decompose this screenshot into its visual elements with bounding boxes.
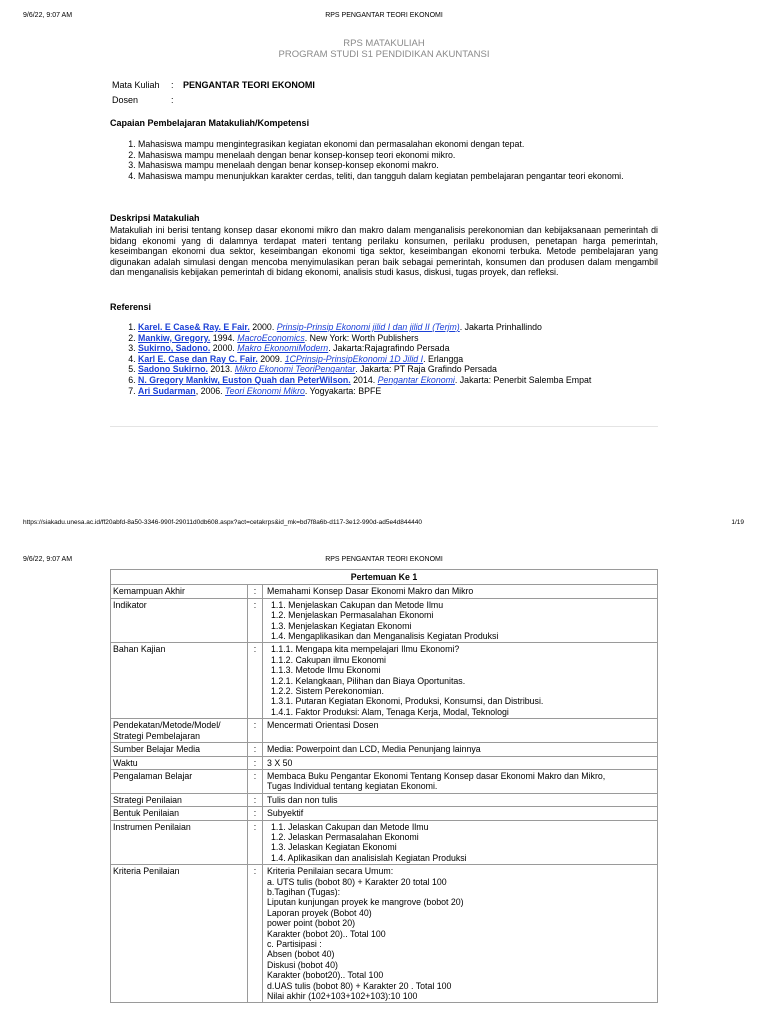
row-colon: : <box>248 820 263 865</box>
reference-publisher: . Jakarta: Penerbit Salemba Empat <box>454 374 592 385</box>
row-label: Indikator <box>111 598 248 643</box>
table-row <box>111 865 658 1003</box>
list-item: 4. Mahasiswa mampu menunjukkan karakter cerdas, teliti, dan tangguh dalam kegiatan pembelajaran pengantar teori ekonomi. <box>138 171 686 182</box>
dosen-row <box>112 95 183 105</box>
row-value <box>263 865 658 1003</box>
row-value-line: power point (bobot 20) <box>267 918 356 929</box>
reference-publisher: . Erlangga <box>423 353 464 364</box>
row-value-line: Mencermati Orientasi Dosen <box>267 720 379 731</box>
reference-author-link[interactable]: Ari Sudarman <box>138 385 196 396</box>
row-colon: : <box>248 769 263 793</box>
print-header <box>0 556 768 570</box>
row-colon: : <box>248 643 263 719</box>
row-value-line: 1.1.1. Mengapa kita mempelajari Ilmu Ekonomi? <box>271 644 460 655</box>
reference-author-link[interactable]: Karel. E Case& Ray. E Fair. <box>138 322 250 332</box>
reference-author-link[interactable]: Sadono Sukirno. <box>138 364 208 375</box>
row-value-line: 3 X 50 <box>267 757 293 768</box>
row-value-line: Kriteria Penilaian secara Umum: <box>267 866 394 877</box>
reference-item <box>138 343 686 354</box>
row-label: Instrumen Penilaian <box>111 820 248 865</box>
row-label: Sumber Belajar Media <box>111 743 248 756</box>
table-row <box>111 643 658 719</box>
table-row <box>111 793 658 806</box>
row-value-line: 1.4. Mengaplikasikan dan Menganalisis Kegiatan Produksi <box>271 631 499 642</box>
reference-book-link[interactable]: Pengantar Ekonomi <box>377 374 455 385</box>
row-colon: : <box>248 598 263 643</box>
row-label: Pengalaman Belajar <box>111 769 248 793</box>
list-item: 3. Mahasiswa mampu menelaah dengan benar konsep-konsep ekonomi makro. <box>138 160 686 171</box>
doc-title: RPS MATAKULIAH <box>343 38 425 49</box>
mata-kuliah-value: PENGANTAR TEORI EKONOMI <box>183 80 315 90</box>
row-value-line: Liputan kunjungan proyek ke mangrove (bobot 20) <box>267 897 464 908</box>
reference-item <box>138 333 686 344</box>
reference-item <box>138 375 686 386</box>
row-value-line: Karakter (bobot 20).. Total 100 <box>267 928 386 939</box>
reference-book-link[interactable]: Makro EkonomiModern <box>237 343 329 354</box>
table-row <box>111 585 658 598</box>
row-colon: : <box>248 807 263 820</box>
colon: : <box>171 95 174 105</box>
table-row <box>111 807 658 820</box>
row-label: Pendekatan/Metode/Model/ Strategi Pembelajaran <box>111 719 248 743</box>
document-heading <box>0 38 768 60</box>
row-value-line: Laporan proyek (Bobot 40) <box>267 907 372 918</box>
footer-page-number: 1/19 <box>731 519 744 526</box>
row-value-line: Subyektif <box>267 808 304 819</box>
table-row <box>111 598 658 643</box>
reference-publisher: . Jakarta: PT Raja Grafindo Persada <box>355 364 497 375</box>
row-value-line: 1.2.2. Sistem Perekonomian. <box>271 686 384 697</box>
row-value-line: Media: Powerpoint dan LCD, Media Penunjang lainnya <box>267 744 481 755</box>
ref-title: Referensi <box>110 302 152 312</box>
row-colon: : <box>248 743 263 756</box>
row-value-line: Membaca Buku Pengantar Ekonomi Tentang Konsep dasar Ekonomi Makro dan Mikro, <box>267 770 606 781</box>
reference-item <box>138 386 686 397</box>
row-value <box>263 585 658 598</box>
table-row <box>111 743 658 756</box>
row-label: Kemampuan Akhir <box>111 585 248 598</box>
desc-title: Deskripsi Matakuliah <box>110 213 200 223</box>
print-title: RPS PENGANTAR TEORI EKONOMI <box>325 12 443 19</box>
row-value-line: 1.3. Jelaskan Kegiatan Ekonomi <box>271 842 397 853</box>
row-label: Waktu <box>111 756 248 769</box>
row-value-line: Tugas Individual tentang kegiatan Ekonomi. <box>267 781 438 792</box>
reference-list <box>110 322 686 396</box>
reference-publisher: . Jakarta:Rajagrafindo Persada <box>328 343 450 354</box>
list-item: 2. Mahasiswa mampu menelaah dengan benar konsep-konsep teori ekonomi mikro. <box>138 150 686 161</box>
table-row <box>111 820 658 865</box>
row-value-line: 1.4.1. Faktor Produksi: Alam, Tenaga Kerja, Modal, Teknologi <box>271 706 509 717</box>
reference-item <box>138 322 686 333</box>
row-value-line: Diskusi (bobot 40) <box>267 959 338 970</box>
reference-book-link[interactable]: Teori Ekonomi Mikro <box>225 385 305 396</box>
reference-year: 2014. <box>350 374 378 385</box>
divider <box>110 426 658 427</box>
row-label: Strategi Penilaian <box>111 793 248 806</box>
reference-author-link[interactable]: N. Gregory Mankiw, Euston Quah dan PeterWilson. <box>138 374 351 385</box>
reference-year: , 2006. <box>195 385 226 396</box>
reference-book-link[interactable]: MacroEconomics <box>237 332 305 343</box>
reference-publisher: . Jakarta Prinhallindo <box>459 322 542 332</box>
row-value <box>263 643 658 719</box>
reference-author-link[interactable]: Sukirno, Sadono. <box>138 343 211 354</box>
list-item: 1. Mahasiswa mampu mengintegrasikan kegiatan ekonomi dan permasalahan ekonomi dengan tepat. <box>138 139 686 150</box>
row-value-line: 1.4. Aplikasikan dan analisislah Kegiatan Produksi <box>271 852 467 863</box>
row-value-line: a. UTS tulis (bobot 80) + Karakter 20 total 100 <box>267 876 447 887</box>
table-row <box>111 769 658 793</box>
mata-kuliah-label: Mata Kuliah <box>112 80 160 90</box>
reference-publisher: . Yogyakarta: BPFE <box>304 385 382 396</box>
meeting-table <box>110 569 658 1003</box>
print-date: 9/6/22, 9:07 AM <box>23 12 73 19</box>
reference-item <box>138 364 686 375</box>
reference-author-link[interactable]: Mankiw, Gregory. <box>138 332 211 343</box>
row-value-line: d.UAS tulis (bobot 80) + Karakter 20 . Total 100 <box>267 980 452 991</box>
row-value <box>263 598 658 643</box>
row-value-line: 1.3. Menjelaskan Kegiatan Ekonomi <box>271 620 412 631</box>
row-colon: : <box>248 756 263 769</box>
reference-year: 2009. <box>257 353 285 364</box>
cpmk-title: Capaian Pembelajaran Matakuliah/Kompetensi <box>110 118 310 128</box>
reference-author-link[interactable]: Karl E. Case dan Ray C. Fair. <box>138 353 258 364</box>
row-value-line: Memahami Konsep Dasar Ekonomi Makro dan Mikro <box>267 586 474 597</box>
row-value-line: c. Partisipasi : <box>267 939 322 949</box>
row-colon: : <box>248 719 263 743</box>
reference-year: 2000. <box>210 343 238 354</box>
row-value-line: b.Tagihan (Tugas): <box>267 886 341 897</box>
footer-url: https://siakadu.unesa.ac.id/ff20abfd-8a50-3346-990f-29011d0db608.aspx?act=cetakrps&id_mk=bd7f8a6b-d117-3e12-990d-ad5e4d844440 <box>23 519 422 526</box>
row-value <box>263 820 658 865</box>
row-value-line: 1.2. Jelaskan Permasalahan Ekonomi <box>271 831 419 842</box>
row-colon: : <box>248 585 263 598</box>
reference-book-link[interactable]: Prinsip-Prinsip Ekonomi jilid I dan jilid II (Terjm) <box>276 322 460 332</box>
row-value-line: 1.1. Jelaskan Cakupan dan Metode Ilmu <box>271 821 429 832</box>
print-title: RPS PENGANTAR TEORI EKONOMI <box>325 556 443 563</box>
reference-year: 2013. <box>207 364 235 375</box>
row-label: Kriteria Penilaian <box>111 865 248 1003</box>
row-value-line: Nilai akhir (102+103+102+103):10 100 <box>267 991 418 1002</box>
reference-book-link[interactable]: Mikro Ekonomi TeoriPengantar <box>234 364 356 375</box>
row-value <box>263 769 658 793</box>
row-value-line: Tulis dan non tulis <box>267 794 338 805</box>
row-value <box>263 743 658 756</box>
row-value <box>263 793 658 806</box>
row-value-line: 1.1. Menjelaskan Cakupan dan Metode Ilmu <box>271 599 444 610</box>
print-header <box>0 12 768 26</box>
cpmk-list <box>110 139 686 181</box>
row-value-line: 1.1.2. Cakupan ilmu Ekonomi <box>271 654 386 665</box>
row-colon: : <box>248 865 263 1003</box>
row-value <box>263 719 658 743</box>
row-value-line: 1.2.1. Kelangkaan, Pilihan dan Biaya Oportunitas. <box>271 675 466 686</box>
row-value-line: 1.2. Menjelaskan Permasalahan Ekonomi <box>271 610 434 621</box>
mata-kuliah-row <box>112 80 315 90</box>
desc-text: Matakuliah ini berisi tentang konsep dasar ekonomi mikro dan makro dalam menganalisis perekonomian dan kebijaksanaan pemerintah di bidang ekonomi yang di dalamnya terdapat materi tentang perilaku konsumen, perilaku produsen, penetapan harga pemerintah, keseimbangan ekonomi dua sektor, keseimbangan ekonomi tiga sektor, keseimbangan ekonomi terbuka. Metode pembelajaran yang digunakan adalah simulasi dengan mencoba menyimulasikan peran baik sebagai pemerintah, konsumen dan produsen dalam mengambil dan menganalisis kebijakan pemerintah di bidang ekonomi, analisis studi kasus, diskusi, tugas proyek, dan refleksi. <box>110 225 658 278</box>
table-row <box>111 719 658 743</box>
dosen-label: Dosen <box>112 95 139 105</box>
doc-subtitle: PROGRAM STUDI S1 PENDIDIKAN AKUNTANSI <box>278 49 490 60</box>
row-label: Bentuk Penilaian <box>111 807 248 820</box>
row-value-line: 1.1.3. Metode Ilmu Ekonomi <box>271 665 381 676</box>
row-label: Bahan Kajian <box>111 643 248 719</box>
row-colon: : <box>248 793 263 806</box>
row-value <box>263 807 658 820</box>
row-value-line: Karakter (bobot20).. Total 100 <box>267 970 384 981</box>
reference-publisher: . New York: Worth Publishers <box>304 332 419 343</box>
print-date: 9/6/22, 9:07 AM <box>23 556 73 563</box>
reference-item <box>138 354 686 365</box>
reference-year: 2000. <box>249 322 277 332</box>
table-row <box>111 756 658 769</box>
row-value <box>263 756 658 769</box>
reference-year: 1994. <box>210 332 238 343</box>
table-row <box>111 570 658 585</box>
row-value-line: Absen (bobot 40) <box>267 949 335 960</box>
reference-book-link[interactable]: 1CPrinsip-PrinsipEkonomi 1D Jilid I <box>284 353 424 364</box>
meeting-title: Pertemuan Ke 1 <box>111 570 658 585</box>
row-value-line: 1.3.1. Putaran Kegiatan Ekonomi, Produksi, Konsumsi, dan Distribusi. <box>271 696 544 707</box>
colon: : <box>171 80 174 90</box>
